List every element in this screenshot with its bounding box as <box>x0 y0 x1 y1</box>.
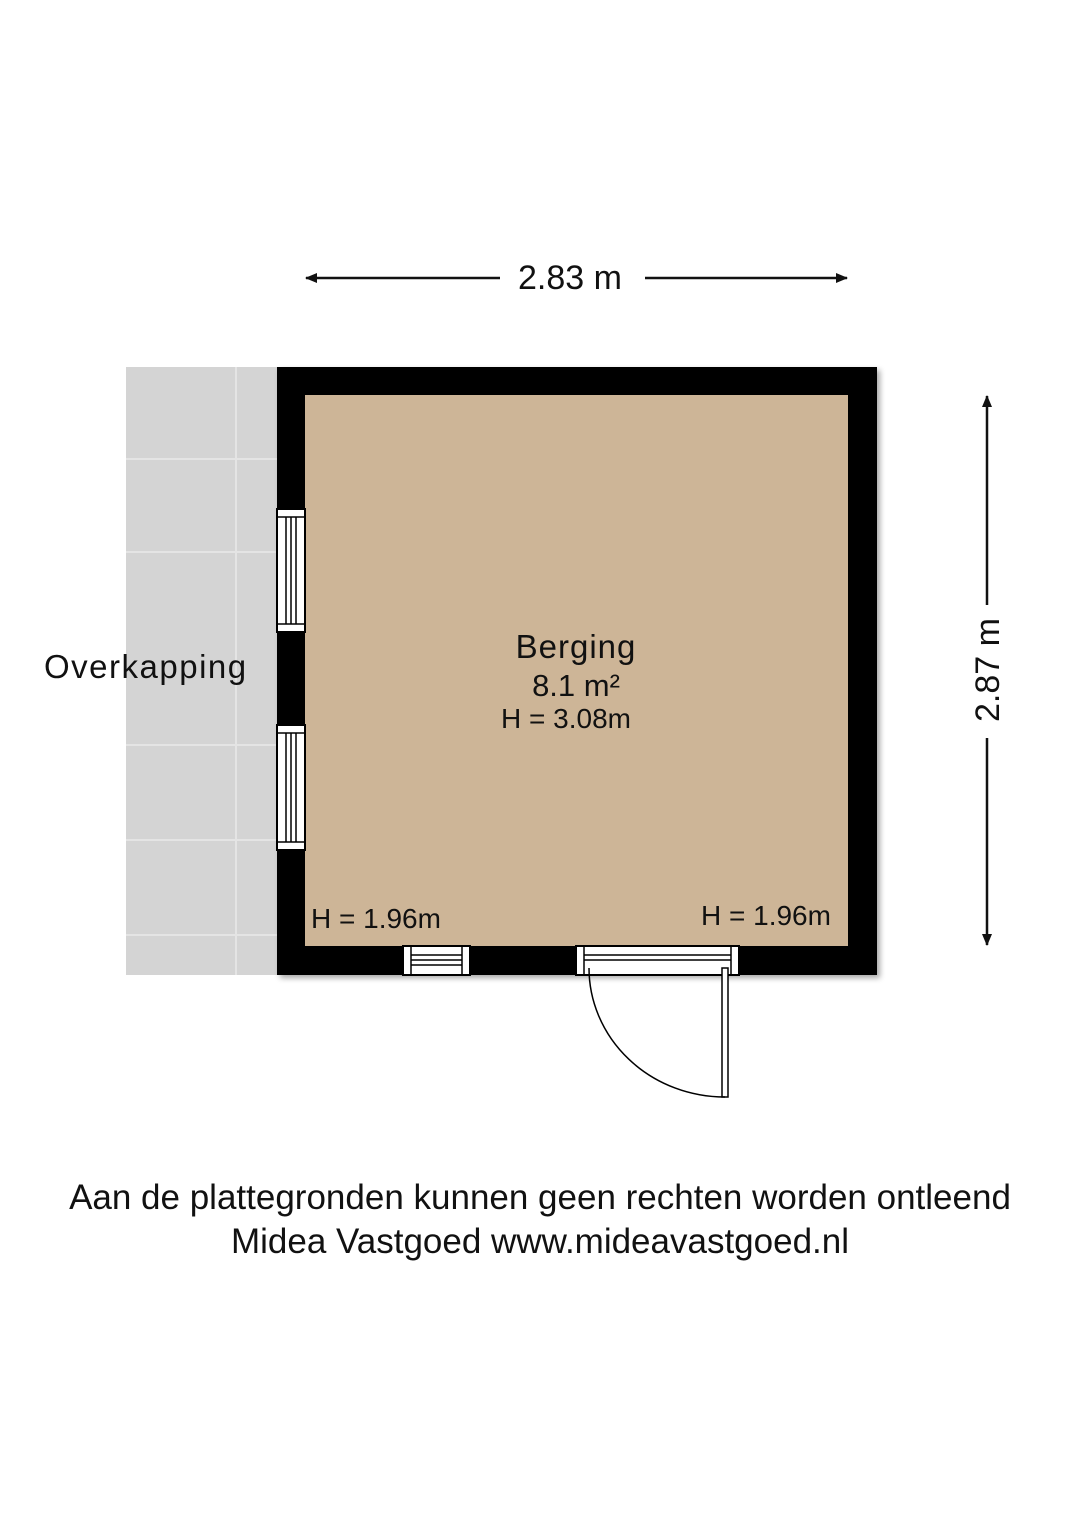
window-left-lower <box>277 725 305 850</box>
footer-company: Midea Vastgoed www.mideavastgoed.nl <box>230 1222 850 1261</box>
footer-disclaimer: Aan de plattegronden kunnen geen rechten worden ontleend <box>69 1178 1011 1217</box>
window-left-upper <box>277 509 305 632</box>
room-name: Berging <box>515 628 637 665</box>
room-ceiling-height: H = 3.08m <box>501 703 631 734</box>
room-area: 8.1 m² <box>532 668 620 703</box>
height-note-left: H = 1.96m <box>311 903 441 934</box>
width-dimension-label: 2.83 m <box>510 258 630 298</box>
overkapping-label: Overkapping <box>44 648 248 685</box>
door <box>576 946 739 1097</box>
window-bottom <box>403 946 470 975</box>
height-dimension-label: 2.87 m <box>968 610 1008 730</box>
height-note-right: H = 1.96m <box>701 900 831 931</box>
